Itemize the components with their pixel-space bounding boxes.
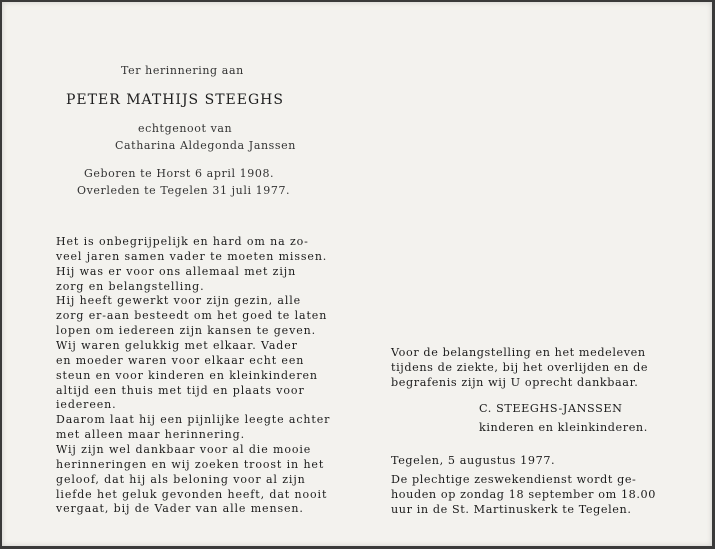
memorial-card: [2, 2, 712, 546]
notice-line: uur in de St. Martinuskerk te Tegelen.: [391, 503, 632, 516]
memorial-line: geloof, dat hij als beloning voor al zijn: [56, 473, 306, 486]
memorial-line: en moeder waren voor elkaar echt een: [56, 354, 305, 367]
thanks-line: Voor de belangstelling en het medeleven: [391, 346, 646, 359]
family-line: kinderen en kleinkinderen.: [479, 421, 648, 434]
memorial-line: steun en voor kinderen en kleinkinderen: [56, 369, 318, 382]
memorial-line: altijd een thuis met tijd en plaats voor: [56, 384, 305, 397]
spouse-label: echtgenoot van: [138, 122, 233, 135]
memorial-line: iedereen.: [56, 398, 117, 411]
death-line: Overleden te Tegelen 31 juli 1977.: [77, 184, 291, 197]
memorial-line: Hij was er voor ons allemaal met zijn: [56, 265, 297, 278]
memorial-line: Daarom laat hij een pijnlijke leegte achter: [56, 413, 331, 426]
memorial-line: zorg en belangstelling.: [56, 280, 205, 293]
memorial-line: Het is onbegrijpelijk en hard om na zo-: [56, 235, 309, 248]
memorial-line: zorg er-aan besteedt om het goed te laten: [56, 309, 328, 322]
memorial-line: lopen om iedereen zijn kansen te geven.: [56, 324, 316, 337]
memorial-line: vergaat, bij de Vader van alle mensen.: [56, 502, 304, 515]
signature: C. STEEGHS-JANSSEN: [479, 402, 623, 415]
memorial-line: Wij zijn wel dankbaar voor al die mooie: [56, 443, 312, 456]
notice-line: houden op zondag 18 september om 18.00: [391, 488, 656, 501]
birth-line: Geboren te Horst 6 april 1908.: [84, 167, 275, 180]
in-memory-heading: Ter herinnering aan: [121, 64, 244, 77]
notice-line: De plechtige zeswekendienst wordt ge-: [391, 473, 637, 486]
spouse-name: Catharina Aldegonda Janssen: [115, 139, 296, 152]
memorial-line: veel jaren samen vader te moeten missen.: [56, 250, 328, 263]
deceased-name: PETER MATHIJS STEEGHS: [66, 92, 284, 108]
thanks-line: tijdens de ziekte, bij het overlijden en de: [391, 361, 649, 374]
memorial-line: herinneringen en wij zoeken troost in het: [56, 458, 325, 471]
memorial-line: met alleen maar herinnering.: [56, 428, 246, 441]
memorial-line: liefde het geluk gevonden heeft, dat nooit: [56, 488, 328, 501]
memorial-line: Wij waren gelukkig met elkaar. Vader: [56, 339, 298, 352]
thanks-line: begrafenis zijn wij U oprecht dankbaar.: [391, 376, 639, 389]
memorial-line: Hij heeft gewerkt voor zijn gezin, alle: [56, 294, 302, 307]
place-date: Tegelen, 5 augustus 1977.: [391, 454, 556, 467]
